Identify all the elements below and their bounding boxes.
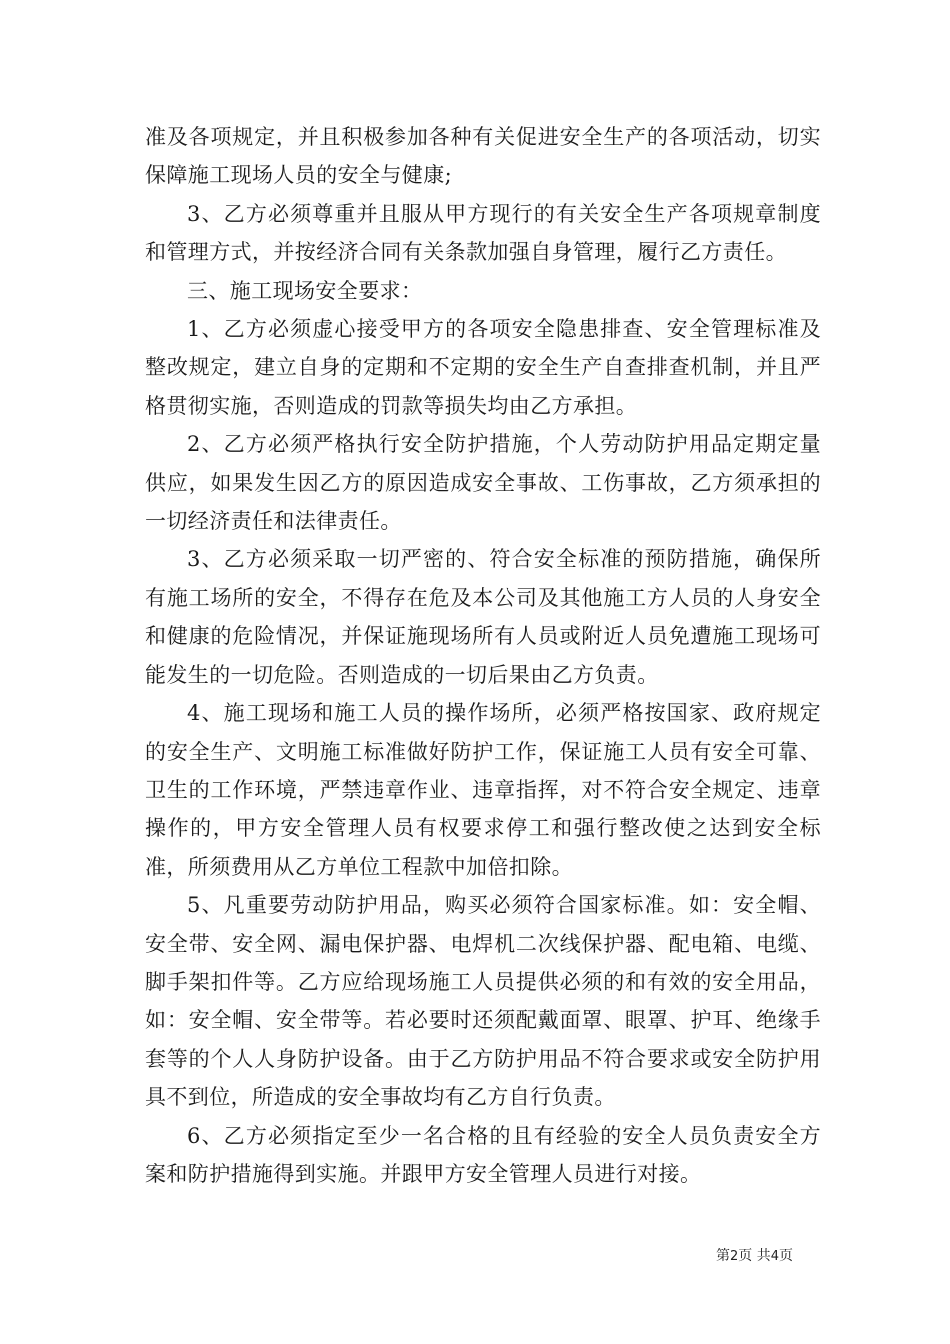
paragraph-6: 4、施工现场和施工人员的操作场所，必须严格按国家、政府规定的安全生产、文明施工标准做好防护工作，保证施工人员有安全可靠、卫生的工作环境，严禁违章作业、违章指挥，对不符合安全规定、违章操作的，甲方安全管理人员有权要求停工和强行整改使之达到安全标准，所须费用从乙方单位工程款中加倍扣除。 — [145, 701, 821, 879]
footer-middle: 页 共 — [738, 1248, 771, 1264]
footer-total-pages: 4 — [770, 1249, 780, 1264]
paragraph-1: 3、乙方必须尊重并且服从甲方现行的有关安全生产各项规章制度和管理方式，并按经济合同有关条款加强自身管理，履行乙方责任。 — [145, 201, 821, 265]
paragraph-0: 准及各项规定，并且积极参加各种有关促进安全生产的各项活动，切实保障施工现场人员的安全与健康; — [145, 125, 821, 188]
footer-prefix: 第 — [716, 1248, 730, 1264]
paragraph-7: 5、凡重要劳动防护用品，购买必须符合国家标准。如：安全帽、安全带、安全网、漏电保护器、电焊机二次线保护器、配电箱、电缆、脚手架扣件等。乙方应给现场施工人员提供必须的和有效的安全用品，如：安全帽、安全带等。若必要时还须配戴面罩、眼罩、护耳、绝缘手套等的个人人身防护设备。由于乙方防护用品不符合要求或安全防护用具不到位，所造成的安全事故均有乙方自行负责。 — [145, 893, 821, 1110]
footer-current-page: 2 — [730, 1249, 739, 1264]
paragraph-5: 3、乙方必须采取一切严密的、符合安全标准的预防措施，确保所有施工场所的安全，不得存在危及本公司及其他施工方人员的人身安全和健康的危险情况，并保证施现场所有人员或附近人员免遭施工现场可能发生的一切危险。否则造成的一切后果由乙方负责。 — [145, 547, 821, 687]
paragraph-3: 1、乙方必须虚心接受甲方的各项安全隐患排查、安全管理标准及整改规定，建立自身的定期和不定期的安全生产自查排查机制，并且严格贯彻实施，否则造成的罚款等损失均由乙方承担。 — [145, 317, 821, 418]
paragraph-8: 6、乙方必须指定至少一名合格的且有经验的安全人员负责安全方案和防护措施得到实施。并跟甲方安全管理人员进行对接。 — [145, 1123, 821, 1186]
paragraph-4: 2、乙方必须严格执行安全防护措施，个人劳动防护用品定期定量供应，如果发生因乙方的原因造成安全事故、工伤事故，乙方须承担的一切经济责任和法律责任。 — [145, 432, 821, 534]
section-heading: 三、施工现场安全要求： — [187, 278, 423, 303]
footer-suffix: 页 — [779, 1248, 794, 1264]
document-body — [145, 118, 821, 1193]
page-footer — [716, 1247, 793, 1266]
